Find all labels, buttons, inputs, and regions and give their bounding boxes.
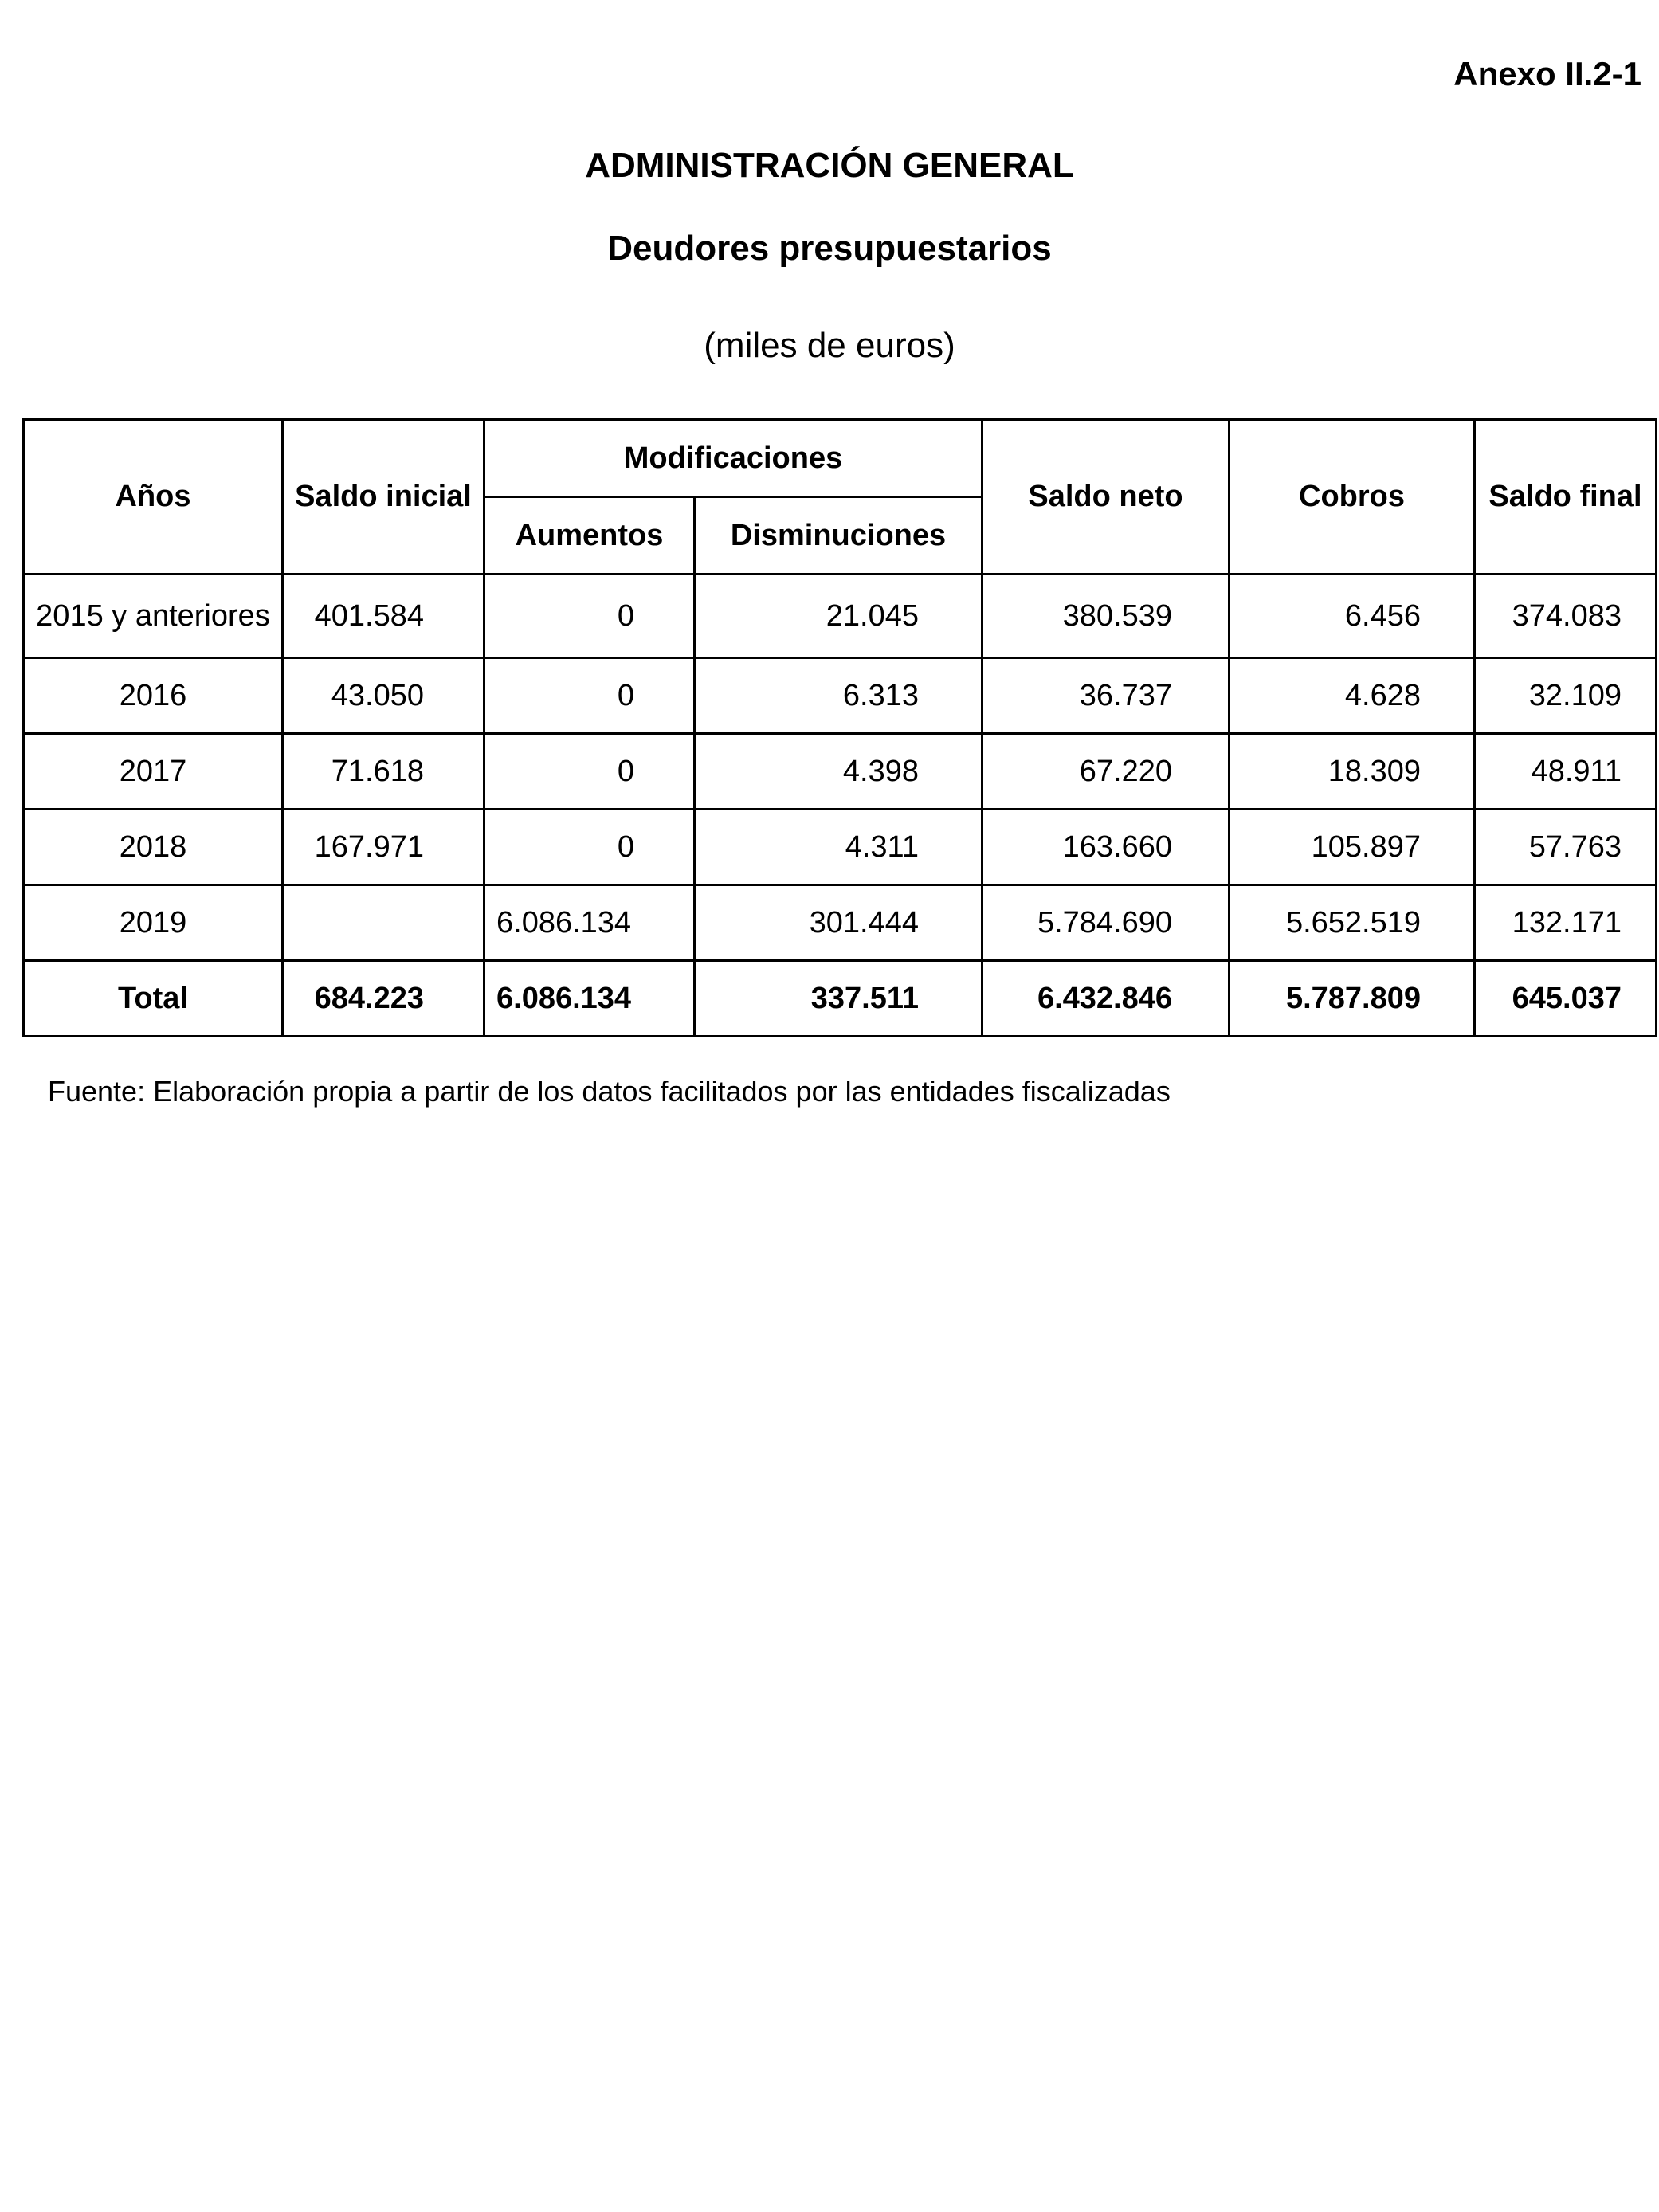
cell-decreases: 6.313 [695,658,982,734]
cell-net: 5.784.690 [982,885,1230,961]
cell-year: 2017 [24,734,283,810]
cell-total-final: 645.037 [1475,961,1657,1037]
cell-final: 48.911 [1475,734,1657,810]
cell-total-net: 6.432.846 [982,961,1230,1037]
cell-total-collections: 5.787.809 [1230,961,1475,1037]
header-initial-balance: Saldo inicial [283,420,484,575]
cell-collections: 105.897 [1230,810,1475,885]
cell-final: 32.109 [1475,658,1657,734]
cell-final: 57.763 [1475,810,1657,885]
table-row [24,575,1657,658]
cell-decreases: 21.045 [695,575,982,658]
cell-initial [283,885,484,961]
cell-total-decreases: 337.511 [695,961,982,1037]
cell-increases: 0 [484,810,695,885]
cell-net: 380.539 [982,575,1230,658]
header-net-balance: Saldo neto [982,420,1230,575]
cell-net: 67.220 [982,734,1230,810]
cell-initial: 71.618 [283,734,484,810]
header-final-balance: Saldo final [1475,420,1657,575]
debtors-table [22,418,1657,1037]
header-row [24,420,1657,497]
header-collections: Cobros [1230,420,1475,575]
cell-collections: 5.652.519 [1230,885,1475,961]
cell-increases: 0 [484,575,695,658]
cell-decreases: 4.398 [695,734,982,810]
total-row [24,961,1657,1037]
table-row [24,734,1657,810]
cell-final: 374.083 [1475,575,1657,658]
table-row [24,810,1657,885]
cell-year: 2018 [24,810,283,885]
header-modifications: Modificaciones [484,420,982,497]
cell-total-increases: 6.086.134 [484,961,695,1037]
cell-final: 132.171 [1475,885,1657,961]
table-row [24,658,1657,734]
page-title: ADMINISTRACIÓN GENERAL [585,146,1074,185]
header-decreases: Disminuciones [695,497,982,575]
source-note: Fuente: Elaboración propia a partir de los datos facilitados por las entidades fiscalizadas [48,1075,1171,1108]
cell-decreases: 4.311 [695,810,982,885]
cell-net: 36.737 [982,658,1230,734]
cell-net: 163.660 [982,810,1230,885]
cell-initial: 43.050 [283,658,484,734]
header-increases: Aumentos [484,497,695,575]
page-subtitle: Deudores presupuestarios [607,229,1052,268]
table-row [24,885,1657,961]
cell-year: 2016 [24,658,283,734]
cell-year: 2015 y anteriores [24,575,283,658]
cell-collections: 6.456 [1230,575,1475,658]
cell-initial: 401.584 [283,575,484,658]
cell-increases: 0 [484,658,695,734]
cell-collections: 4.628 [1230,658,1475,734]
cell-total-initial: 684.223 [283,961,484,1037]
cell-total-label: Total [24,961,283,1037]
cell-initial: 167.971 [283,810,484,885]
cell-increases: 6.086.134 [484,885,695,961]
annex-label: Anexo II.2-1 [1453,55,1641,92]
cell-year: 2019 [24,885,283,961]
cell-collections: 18.309 [1230,734,1475,810]
units-label: (miles de euros) [704,326,955,365]
cell-increases: 0 [484,734,695,810]
cell-decreases: 301.444 [695,885,982,961]
header-years: Años [24,420,283,575]
